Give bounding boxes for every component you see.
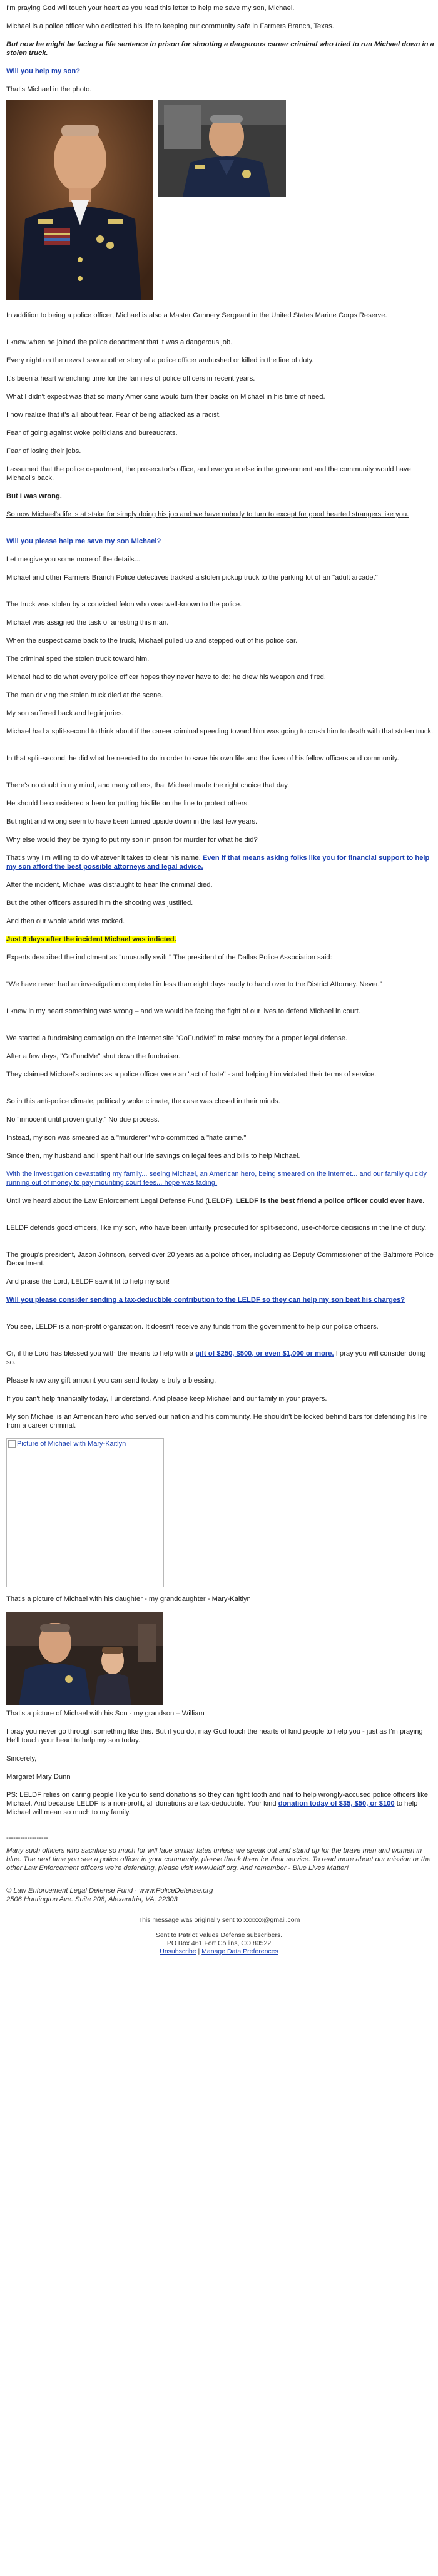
para-hero: He should be considered a hero for putting his life on the line to protect others. bbox=[6, 800, 250, 807]
text-clear-name: That's why I'm willing to do whatever it takes to clear his name. bbox=[6, 854, 203, 862]
link-will-you-help[interactable]: Will you help my son? bbox=[6, 68, 80, 75]
link-tax-deductible[interactable]: Will you please consider sending a tax-deductible contribution to the LELDF so they can help my son beat his charges? bbox=[6, 1296, 405, 1304]
para-climate: So in this anti-police climate, politically woke climate, the case was closed in their minds. bbox=[6, 1098, 280, 1105]
broken-image-icon bbox=[8, 1440, 16, 1448]
para-news: Every night on the news I saw another story of a police officer ambushed or killed in the line of duty. bbox=[6, 357, 314, 364]
unsubscribe-link[interactable]: Unsubscribe bbox=[160, 1948, 196, 1955]
footer-sent-to: This message was originally sent to xxxxxx@gmail.com bbox=[138, 1916, 300, 1924]
signature-name: Margaret Mary Dunn bbox=[6, 1773, 71, 1781]
para-sincerely: Sincerely, bbox=[6, 1755, 37, 1762]
caption-son: That's a picture of Michael with his Son - my grandson – William bbox=[6, 1710, 205, 1717]
para-fear-jobs: Fear of losing their jobs. bbox=[6, 447, 81, 455]
para-no-doubt: There's no doubt in my mind, and many others, that Michael made the right choice that day. bbox=[6, 782, 290, 789]
para-intro: I'm praying God will touch your heart as you read this letter to help me save my son, Michael. bbox=[6, 4, 295, 12]
para-stolen-felon: The truck was stolen by a convicted felon who was well-known to the police. bbox=[6, 601, 242, 608]
para-upside-down: But right and wrong seem to have been turned upside down in the last few years. bbox=[6, 818, 258, 825]
footer-links bbox=[0, 1948, 438, 1955]
para-shut-down: After a few days, "GoFundMe" shut down the fundraiser. bbox=[6, 1053, 181, 1060]
para-life-sentence: But now he might be facing a life sentence in prison for shooting a dangerous career criminal who tried to run Michael down in a stolen truck. bbox=[6, 41, 434, 57]
para-died: The man driving the stolen truck died at the scene. bbox=[6, 692, 163, 699]
para-president: The group's president, Jason Johnson, served over 20 years as a police officer, including as Deputy Commissioner of the Baltimore Police Department. bbox=[6, 1251, 434, 1267]
para-gofundme: We started a fundraising campaign on the internet site "GoFundMe" to raise money for a proper legal defense. bbox=[6, 1035, 348, 1042]
para-prison-murder: Why else would they be trying to put my son in prison for murder for what he did? bbox=[6, 836, 258, 844]
para-pray-never: I pray you never go through something like this. But if you do, may God touch the hearts of kind people to help you - just as I'm praying He'll touch your heart to help my son today. bbox=[6, 1728, 423, 1744]
para-unusually-swift: Experts described the indictment as "unusually swift." The president of the Dallas Police Association said: bbox=[6, 954, 332, 961]
para-justified: But the other officers assured him the shooting was justified. bbox=[6, 899, 193, 907]
photo-michael-marine-image bbox=[6, 100, 153, 300]
link-financial-support[interactable]: Even if that means asking folks like you for financial support to help my son afford the best possible attorneys and legal advice. bbox=[6, 854, 430, 871]
link-donation-amounts[interactable]: donation today of $35, $50, or $100 bbox=[278, 1800, 395, 1807]
para-defends: LELDF defends good officers, like my son, who have been unfairly prosecuted for split-second, use-of-force decisions in the line of duty. bbox=[6, 1224, 427, 1232]
footer-subscribers: Sent to Patriot Values Defense subscribers. bbox=[155, 1931, 283, 1939]
para-life-savings: Since then, my husband and I spent half our life savings on legal fees and bills to help Michael. bbox=[6, 1152, 300, 1160]
photo-michael-son bbox=[6, 1612, 163, 1705]
text-best-friend: LELDF is the best friend a police officer could ever have. bbox=[235, 1197, 425, 1205]
para-wrong: But I was wrong. bbox=[6, 493, 62, 500]
para-photo-ref: That's Michael in the photo. bbox=[6, 86, 92, 93]
para-heard-leldf bbox=[6, 1197, 435, 1205]
text-ps: PS: LELDF relies on caring people like you to send donations so they can fight tooth and nail to help wrongly-accused police officers like Michael. And because LELDF is a non-profit, all donations are tax-deductible. Your kind bbox=[6, 1791, 428, 1807]
footer-address: PO Box 461 Fort Collins, CO 80522 bbox=[166, 1940, 272, 1947]
para-fear-politicians: Fear of going against woke politicians and bureaucrats. bbox=[6, 429, 178, 437]
highlight-indicted: Just 8 days after the incident Michael was indicted. bbox=[6, 936, 176, 943]
para-fired: Michael had to do what every police officer hopes they never have to do: he drew his weapon and fired. bbox=[6, 673, 327, 681]
para-life-at-stake: So now Michael's life is at stake for simply doing his job and we have nobody to turn to except for good hearted strangers like you. bbox=[6, 511, 409, 518]
caption-daughter: That's a picture of Michael with his daughter - my granddaughter - Mary-Kaitlyn bbox=[6, 1595, 251, 1603]
text-heard-leldf: Until we heard about the Law Enforcement Legal Defense Fund (LELDF). bbox=[6, 1197, 236, 1205]
para-save-lives: In that split-second, he did what he needed to do in order to save his own life and the lives of his fellow officers and community. bbox=[6, 755, 399, 762]
para-blessed bbox=[6, 1349, 435, 1367]
para-knew-wrong: I knew in my heart something was wrong – and we would be facing the fight of our lives to defend Michael in court. bbox=[6, 1008, 360, 1015]
para-indicted bbox=[6, 935, 435, 944]
para-assumed: I assumed that the police department, the prosecutor's office, and everyone else in the government and the community would have Michael's back. bbox=[6, 466, 411, 482]
photo-michael-police bbox=[158, 100, 286, 197]
para-suspect: When the suspect came back to the truck, Michael pulled up and stepped out of his police car. bbox=[6, 637, 298, 645]
footer-sep: | bbox=[196, 1948, 202, 1955]
photo-michael-son-image bbox=[6, 1612, 163, 1705]
text-blessed: Or, if the Lord has blessed you with the means to help with a bbox=[6, 1350, 196, 1357]
image-alt-text: Picture of Michael with Mary-Kaitlyn bbox=[17, 1439, 126, 1448]
para-any-gift: Please know any gift amount you can send today is truly a blessing. bbox=[6, 1377, 216, 1384]
para-no-due-process: No "innocent until proven guilty." No due process. bbox=[6, 1116, 160, 1123]
para-fear-racist: I now realize that it's all about fear. Fear of being attacked as a racist. bbox=[6, 411, 221, 419]
para-rocked: And then our whole world was rocked. bbox=[6, 917, 125, 925]
para-mission: Many such officers who sacrifice so much for will face similar fates unless we speak out and stand up for the brave men and women in blue. The next time you see a police officer in your community, please thank them for their service. To read more about our mission or the other Law Enforcement officers we're defending, please visit www.leldf.org. And remember - Blue Lives Matter! bbox=[6, 1847, 431, 1872]
org-name: © Law Enforcement Legal Defense Fund · www.PoliceDefense.org bbox=[6, 1887, 213, 1894]
para-act-of-hate: They claimed Michael's actions as a police officer were an "act of hate" - and helping him violated their terms of service. bbox=[6, 1071, 377, 1078]
link-gift-amounts[interactable]: gift of $250, $500, or even $1,000 or more. bbox=[195, 1350, 334, 1357]
para-heart-wrenching: It's been a heart wrenching time for the families of police officers in recent years. bbox=[6, 375, 255, 382]
para-clear-name bbox=[6, 854, 435, 871]
para-distraught: After the incident, Michael was distraught to hear the criminal died. bbox=[6, 881, 213, 889]
para-officer: Michael is a police officer who dedicated his life to keeping our community safe in Farmers Branch, Texas. bbox=[6, 23, 334, 30]
para-quote: "We have never had an investigation completed in less than eight days ready to hand over to the District Attorney. Never." bbox=[6, 981, 382, 988]
link-save-my-son[interactable]: Will you please help me save my son Michael? bbox=[6, 538, 161, 545]
photo-michael-marine bbox=[6, 100, 153, 300]
para-details: Let me give you some more of the details... bbox=[6, 556, 140, 563]
para-praise: And praise the Lord, LELDF saw it fit to help my son! bbox=[6, 1278, 170, 1285]
photo-michael-police-image bbox=[158, 100, 286, 197]
para-tracked-truck: Michael and other Farmers Branch Police detectives tracked a stolen pickup truck to the parking lot of an "adult arcade." bbox=[6, 574, 378, 581]
para-assigned: Michael was assigned the task of arresting this man. bbox=[6, 619, 169, 626]
text-consider: I pray you will consider doing so. bbox=[6, 1350, 426, 1366]
para-turn-backs: What I didn't expect was that so many Americans would turn their backs on Michael in his time of need. bbox=[6, 393, 325, 401]
para-cant-help: If you can't help financially today, I understand. And please keep Michael and our family in your prayers. bbox=[6, 1395, 327, 1403]
para-ps bbox=[6, 1791, 435, 1817]
para-marine: In addition to being a police officer, Michael is also a Master Gunnery Sergeant in the United States Marine Corps Reserve. bbox=[6, 312, 387, 319]
manage-preferences-link[interactable]: Manage Data Preferences bbox=[201, 1948, 278, 1955]
image-placeholder-daughter bbox=[6, 1438, 164, 1587]
para-smeared: Instead, my son was smeared as a "murderer" who committed a "hate crime." bbox=[6, 1134, 247, 1142]
para-split-second: Michael had a split-second to think about if the career criminal speeding toward him was going to crush him to death with that stolen truck. bbox=[6, 728, 434, 735]
para-injuries: My son suffered back and leg injuries. bbox=[6, 710, 124, 717]
para-dangerous-job: I knew when he joined the police department that it was a dangerous job. bbox=[6, 339, 233, 346]
org-address: 2506 Huntington Ave. Suite 208, Alexandria, VA, 22303 bbox=[6, 1896, 178, 1903]
text-ps-end: to help Michael will mean so much to my family. bbox=[6, 1800, 418, 1816]
para-sped: The criminal sped the stolen truck toward him. bbox=[6, 655, 150, 663]
para-american-hero: My son Michael is an American hero who served our nation and his community. He shouldn't be locked behind bars for defending his life from a career criminal. bbox=[6, 1413, 427, 1429]
divider: ------------------ bbox=[6, 1834, 49, 1842]
para-hope-fading: With the investigation devastating my family... seeing Michael, an American hero, being smeared on the internet... and our family quickly running out of money to pay mounting court fees... hope was fading. bbox=[6, 1170, 427, 1187]
para-non-profit: You see, LELDF is a non-profit organization. It doesn't receive any funds from the government to help our police officers. bbox=[6, 1323, 379, 1331]
